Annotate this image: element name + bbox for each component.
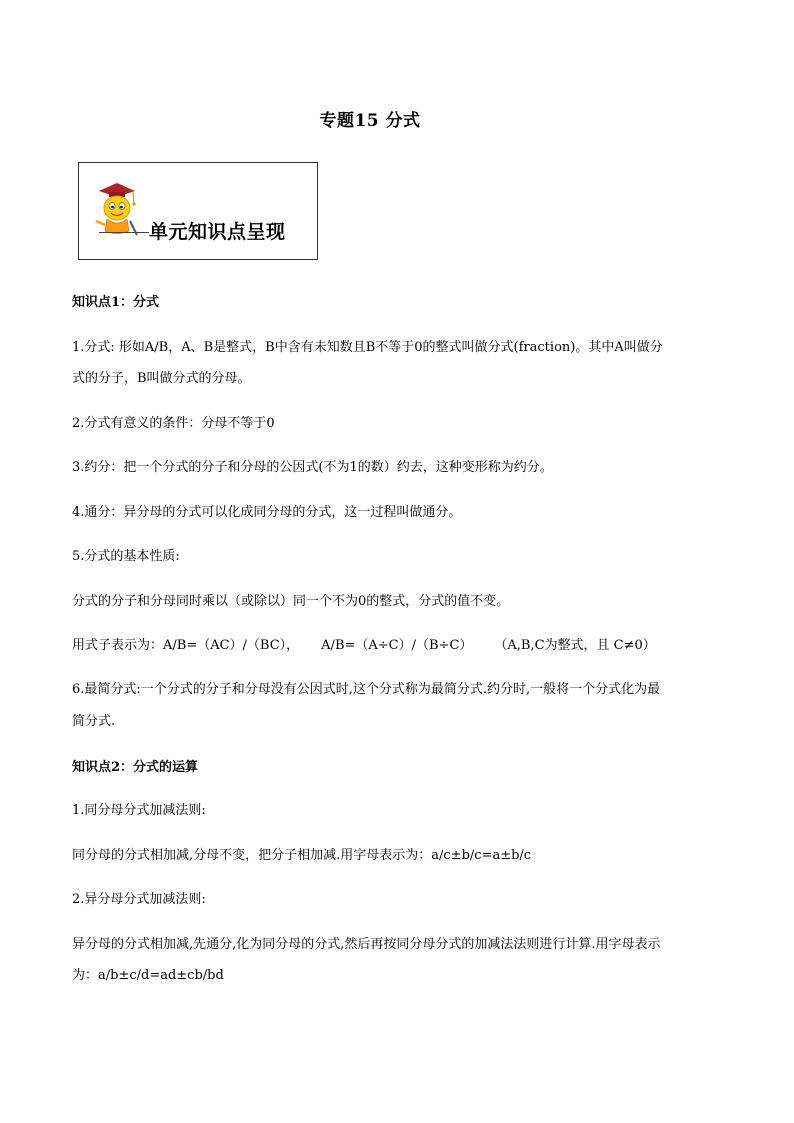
- paragraph-line: 3.约分：把一个分式的分子和分母的公因式(不为1的数）约去，这种变形称为约分。: [72, 460, 553, 475]
- formula-second: A/B=（A÷C）/（B÷C）: [321, 638, 473, 653]
- paragraph-line: 1.同分母分式加减法则:: [72, 803, 206, 818]
- formula-lead: 用式子表示为：A/B=（AC）/（BC），: [72, 638, 300, 653]
- heading-knowledge-point-1: 知识点1：分式: [72, 295, 160, 310]
- banner-underline: [99, 232, 149, 233]
- paragraph-line: 2.异分母分式加减法则:: [72, 892, 206, 907]
- paragraph-line: 6.最简分式:一个分式的分子和分母没有公因式时,这个分式称为最简分式.约分时,一般将一个分式化为最: [72, 682, 661, 697]
- paragraph-line: 为：a/b±c/d=ad±cb/bd: [72, 968, 224, 983]
- formula-line: [72, 637, 732, 655]
- paragraph-line: 1.分式: 形如A/B，A、B是整式，B中含有未知数且B不等于0的整式叫做分式(fraction)。其中A叫做分: [72, 340, 663, 355]
- section-banner: [78, 162, 318, 260]
- graduate-mascot-icon: [93, 177, 139, 239]
- paragraph-line: 简分式.: [72, 714, 116, 729]
- paragraph-line: 5.分式的基本性质:: [72, 549, 180, 564]
- page-title: 专题15 分式: [319, 111, 421, 131]
- paragraph-line: 2.分式有意义的条件：分母不等于0: [72, 416, 275, 431]
- paragraph-line: 4.通分：异分母的分式可以化成同分母的分式，这一过程叫做通分。: [72, 505, 462, 520]
- banner-title: 单元知识点呈现: [149, 221, 286, 243]
- paragraph-line: 异分母的分式相加减,先通分,化为同分母的分式,然后再按同分母分式的加减法法则进行计算.用字母表示: [72, 937, 661, 952]
- paragraph-line: 式的分子，B叫做分式的分母。: [72, 371, 251, 386]
- heading-knowledge-point-2: 知识点2：分式的运算: [72, 760, 199, 775]
- paragraph-line: 分式的分子和分母同时乘以（或除以）同一个不为0的整式，分式的值不变。: [72, 594, 510, 609]
- paragraph-line: 同分母的分式相加减,分母不变，把分子相加减.用字母表示为：a/c±b/c=a±b/c: [72, 848, 532, 863]
- formula-condition: （A,B,C为整式，且 C≠0）: [494, 638, 656, 653]
